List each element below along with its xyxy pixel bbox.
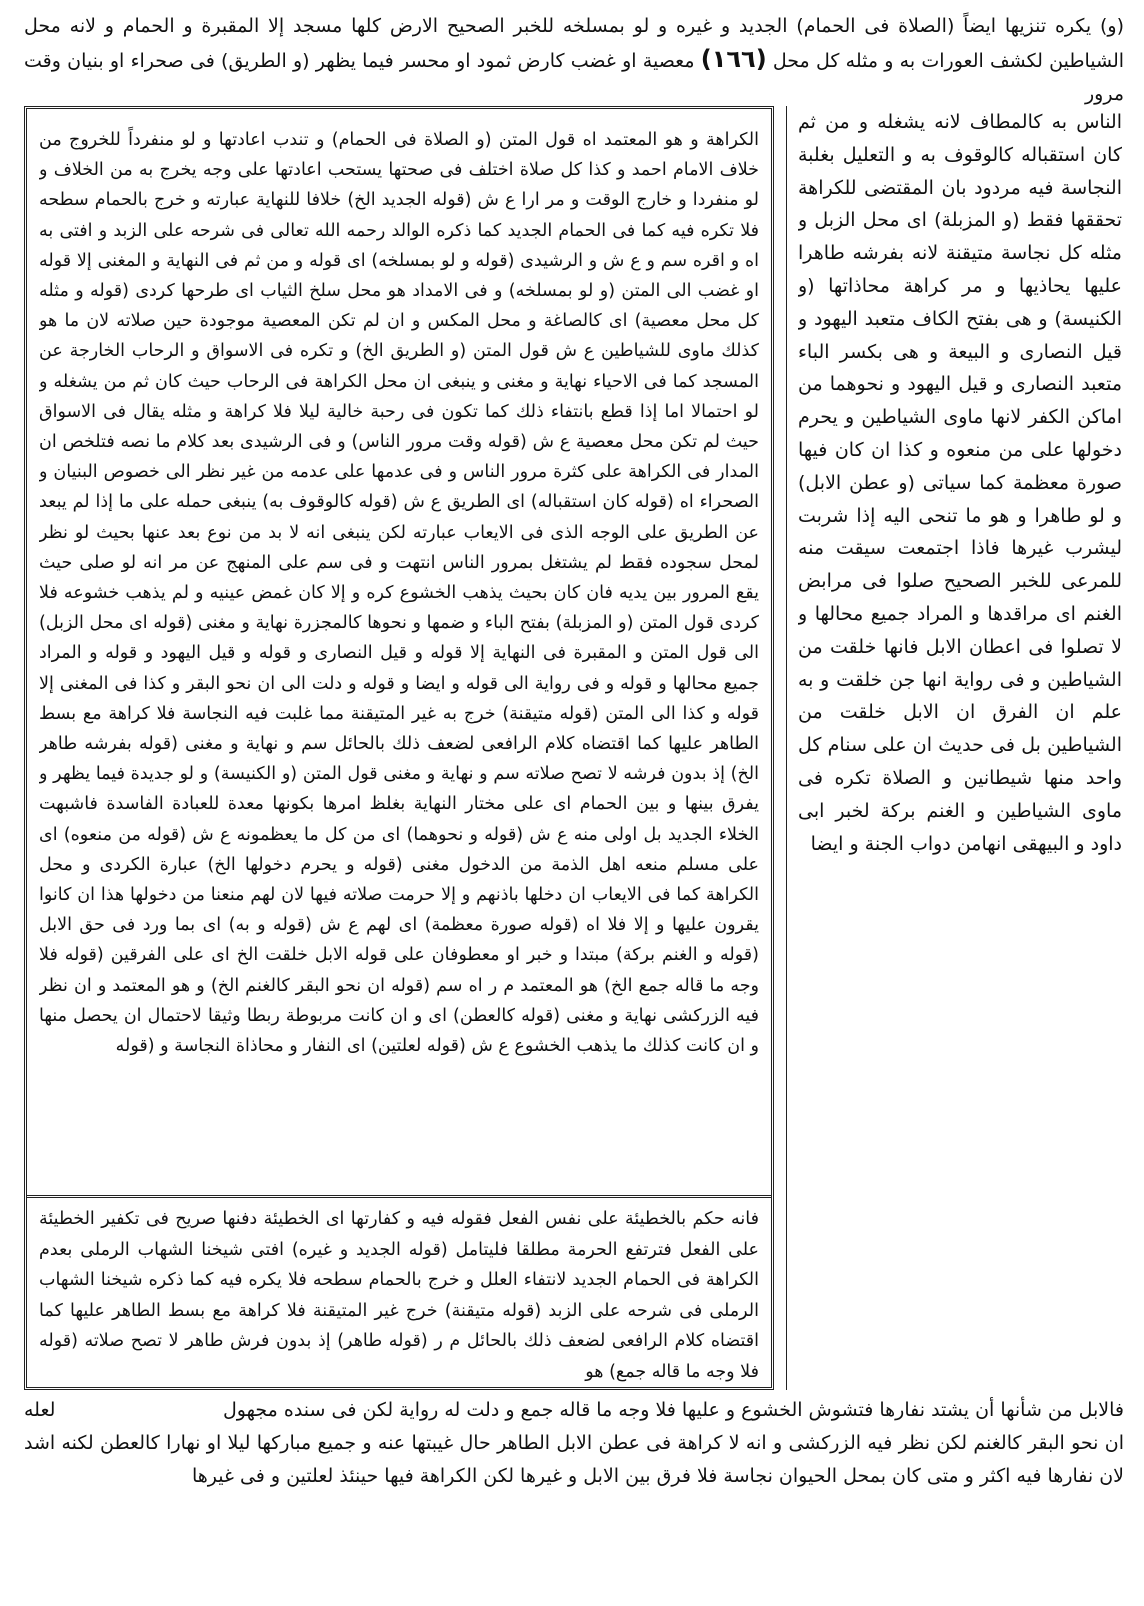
top-text-block xyxy=(24,10,1124,111)
bottom-line-main: فالابل من شأنها أن يشتد نفارها فتشوش الخشوع و عليها فلا وجه ما قاله جمع و دلت له رواية لكن فى سنده مجهول xyxy=(223,1399,1124,1421)
bottom-first-line xyxy=(24,1394,1124,1427)
commentary-text: الكراهة و هو المعتمد اه قول المتن (و الصلاة فى الحمام) و تندب اعادتها و لو منفرداً للخروج من خلاف الامام احمد و كذا كل صلاة اختلف فى صحتها يستحب اعادتها على وجه يخرج به من الخلاف و لو منفردا و خارج الوقت و مر ارا ع ش (قوله الجديد الخ) خلافا للنهاية عبارته و خرج بالحمام سطحه فلا تكره فيه كما فى الحمام الجديد كما ذكره الوالد رحمه الله تعالى فى شرحه على الزبد و افتى به اه و اقره سم و ع ش و الرشيدى (قوله و لو بمسلخه) اى قوله و من ثم فى النهاية و المغنى إلا قوله او غضب الى المتن (و لو بمسلخه) و فى الامداد هو محل سلخ الثياب اى طرحها كردى (قوله و مثله كل محل معصية) اى كالصاغة و محل المكس و ان لم تكن المعصية موجودة حين صلاته لان ما هو كذلك ماوى للشياطين ع ش قول المتن (و الطريق الخ) و تكره فى الاسواق و الرحاب الخارجة عن المسجد كما فى الاحياء نهاية و مغنى و ينبغى ان محل الكراهة فى الرحاب حيث كان ثم من يشغله و لو احتمالا اما إذا قطع بانتفاء ذلك كما تكون فى رحبة خالية ليلا فلا كراهة و مثله يقال فى الاسواق حيث لم تكن محل معصية ع ش (قوله وقت مرور الناس) و فى الرشيدى بعد كلام ما نصه فتلخص ان المدار فى الكراهة على كثرة مرور الناس و فى عدمها على عدمه من غير نظر الى خصوص البنيان و الصحراء اه (قوله كان استقباله) اى الطريق ع ش (قوله كالوقوف به) ينبغى حمله على ما إذا لم يبعد عن الطريق على الوجه الذى فى الايعاب عبارته لكن ينبغى انه لا بد من نوع بعد عنها بحيث لو نظر لمحل سجوده فقط لم يشتغل بمرور الناس انتهت و فى سم على المنهج عن مر انه لو صلى حيث يقع المرور بين يديه فان كان بحيث يذهب الخشوع كره و إلا كان غمض عينيه و لم يذهب خشوعه فلا كردى قول المتن (و المزبلة) بفتح الباء و ضمها و نحوها كالمجزرة نهاية و مغنى (قوله اى محل الزبل) الى قول المتن و المقبرة فى النهاية إلا قوله و قيل النصارى و قوله و قيل اليهود و قوله و المراد جميع محالها و قوله و فى رواية الى قوله و ايضا و قوله و دلت الى ان نحو البقر و كذا فى المغنى إلا قوله و كذا الى المتن (قوله متيقنة) خرج به غير المتيقنة مما غلبت فيه النجاسة فلا كراهة مع بسط الطاهر عليها كما اقتضاه كلام الرافعى لضعف ذلك بالحائل سم و نهاية و مغنى (قوله بفرشه طاهر الخ) إذ بدون فرشه لا تصح صلاته سم و نهاية و مغنى قول المتن (و الكنيسة) و لو جديدة فيما يظهر و يفرق بينها و بين الحمام اى على مختار النهاية بغلظ امرها بكونها معدة للعبادة الفاسدة فاشبهت الخلاء الجديد بل اولى منه ع ش (قوله و نحوهما) اى من كل ما يعظمونه ع ش (قوله من منعوه) اى على مسلم منعه اهل الذمة من الدخول مغنى (قوله و يحرم دخولها الخ) عبارة الكردى و محل الكراهة كما فى الايعاب ان دخلها باذنهم و إلا حرمت صلاته فيها لان لهم منعنا من دخولها هذا ان كانوا يقرون عليها و إلا فلا اه (قوله صورة معظمة) اى لهم ع ش (قوله و به) اى بما ورد فى حق الابل (قوله و الغنم بركة) مبتدا و خبر او معطوفان على قوله الابل خلقت الخ اى على الفرقين (قوله فلا وجه ما قاله جمع الخ) هو المعتمد م ر اه سم (قوله ان نحو البقر كالغنم الخ) و هو المعتمد و ان نظر فيه الزركشى نهاية و مغنى (قوله كالعطن) اى و ان كانت مربوطة ربطا وثيقا لاحتمال ان يحصل منها و ان كانت كذلك ما يذهب الخشوع ع ش (قوله لعلتين) اى النفار و محاذاة النجاسة و (قوله xyxy=(39,130,759,1057)
top-text-after-number: معصية او غضب كارض ثمود او محسر فيما يظهر (و الطريق) فى صحراء او بنيان وقت مرور xyxy=(24,50,1124,105)
commentary-note-text: فانه حكم بالخطيئة على نفس الفعل فقوله فيه و كفارتها اى الخطيئة دفنها صريح فى تكفير الخطيئة على الفعل فترتفع الحرمة مطلقا فليتامل (قوله الجديد و غيره) افتى شيخنا الشهاب الرملى بعدم الكراهة فى الحمام الجديد لانتفاء العلل و خرج بالحمام سطحه فلا يكره فيه كما ذكره شيخنا الشهاب الرملى فى شرحه على الزبد (قوله متيقنة) خرج غير المتيقنة فلا كراهة مع بسط الطاهر عليها كما اقتضاه كلام الرافعى لضعف ذلك بالحائل م ر (قوله طاهر) إذ بدون فرش طاهر لا تصح صلاته (قوله فلا وجه ما قاله جمع) هو xyxy=(39,1209,759,1382)
frame-divider xyxy=(27,1195,771,1198)
commentary-frame xyxy=(24,106,774,1390)
side-column xyxy=(798,106,1122,1390)
side-column-text: الناس به كالمطاف لانه يشغله و من ثم كان استقباله كالوقوف به و التعليل بغلبة النجاسة فيه مردود بان المقتضى للكراهة تحققها فقط (و المزبلة) اى محل الزبل و مثله كل نجاسة متيقنة لانه بفرشه طاهرا عليها يحاذيها و مر كراهة محاذاتها (و الكنيسة) و هى بفتح الكاف متعبد اليهود و قيل النصارى و البيعة و هى بكسر الباء متعبد النصارى و قيل اليهود و نحوهما من اماكن الكفر لانها ماوى الشياطين و يحرم دخولها على من منعوه و كذا ان كان فيها صورة معظمة كما سياتى (و عطن الابل) و لو طاهرا و هو ما تنحى اليه إذا شربت ليشرب غيرها فاذا اجتمعت سيقت منه للمرعى للخبر الصحيح صلوا فى مرابض الغنم اى مراقدها و المراد جميع محالها و لا تصلوا فى اعطان الابل فانها خلقت من الشياطين و فى رواية انها جن خلقت و به علم ان الفرق ان الابل خلقت من الشياطين بل فى حديث ان على سنام كل واحد منها شيطانين و الصلاة تكره فى ماوى الشياطين و الغنم بركة لخبر ابى داود و البيهقى انهامن دواب الجنة و ايضا xyxy=(798,111,1122,855)
bottom-line-catchword: لعله xyxy=(24,1399,56,1421)
bottom-text-rest: ان نحو البقر كالغنم لكن نظر فيه الزركشى و انه لا كراهة فى عطن الابل الطاهر حال غيبتها عنه و جميع مباركها ليلا او نهارا كالعطن لكنه اشد لان نفارها فيه اكثر و متى كان بمحل الحيوان نجاسة فلا فرق بين الابل و غيرها لكن الكراهة فيها حينئذ لعلتين و فى غيرها xyxy=(24,1432,1124,1487)
page-number: (١٦٦) xyxy=(700,45,767,73)
commentary-note xyxy=(39,1204,759,1384)
top-text-before-number: (و) يكره تنزيها ايضاً (الصلاة فى الحمام) الجديد و غيره و لو بمسلخه للخبر الصحيح الارض كلها مسجد إلا المقبرة و الحمام و لانه محل الشياطين لكشف العورات به و مثله كل محل xyxy=(24,15,1125,72)
bottom-text-block xyxy=(24,1394,1124,1493)
column-separator xyxy=(786,106,787,1390)
commentary-body xyxy=(39,125,759,1125)
